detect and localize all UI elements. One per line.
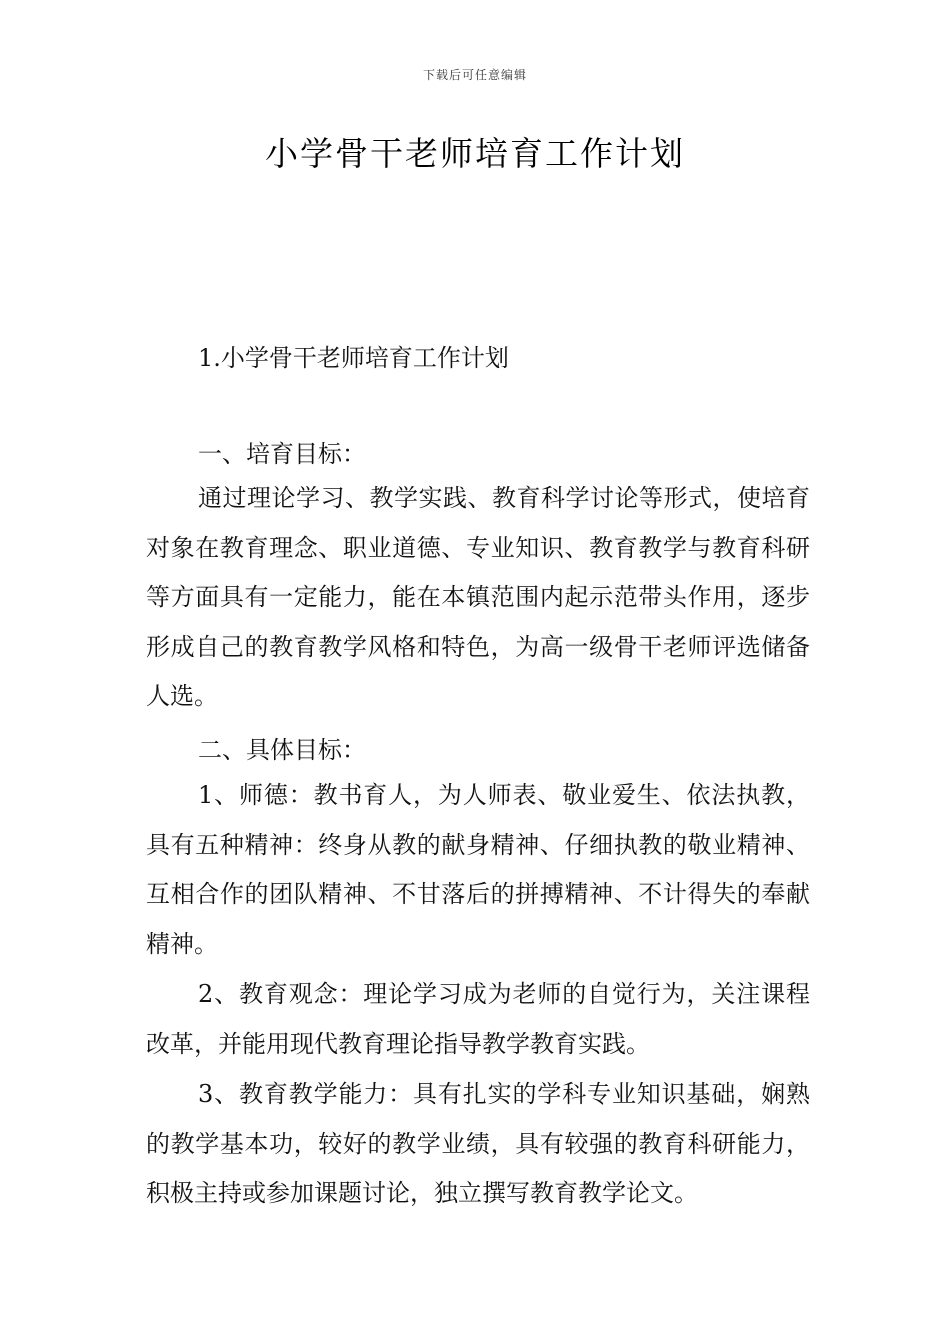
item-ethics: 1、师德：教书育人，为人师表、敬业爱生、依法执教，具有五种精神：终身从教的献身精神、仔细执教的敬业精神、互相合作的团队精神、不甘落后的拼搏精神、不计得失的奉献精神。 (146, 781, 810, 958)
item-concept: 2、教育观念：理论学习成为老师的自觉行为，关注课程改革，并能用现代教育理论指导教学教育实践。 (146, 980, 810, 1058)
specific-heading: 二、具体目标： (198, 736, 366, 764)
item-ability: 3、教育教学能力：具有扎实的学科专业知识基础，娴熟的教学基本功，较好的教学业绩，具有较强的教育科研能力，积极主持或参加课题讨论，独立撰写教育教学论文。 (146, 1080, 810, 1207)
goal-paragraph: 通过理论学习、教学实践、教育科学讨论等形式，使培育对象在教育理念、职业道德、专业知识、教育教学与教育科研等方面具有一定能力，能在本镇范围内起示范带头作用，逐步形成自己的教育教学风格和特色，为高一级骨干老师评选储备人选。 (146, 484, 810, 710)
document-title: 小学骨干老师培育工作计划 (265, 134, 685, 173)
section-heading: 1.小学骨干老师培育工作计划 (198, 344, 509, 372)
goal-heading: 一、培育目标： (198, 440, 366, 468)
header-note: 下载后可任意编辑 (422, 68, 527, 82)
